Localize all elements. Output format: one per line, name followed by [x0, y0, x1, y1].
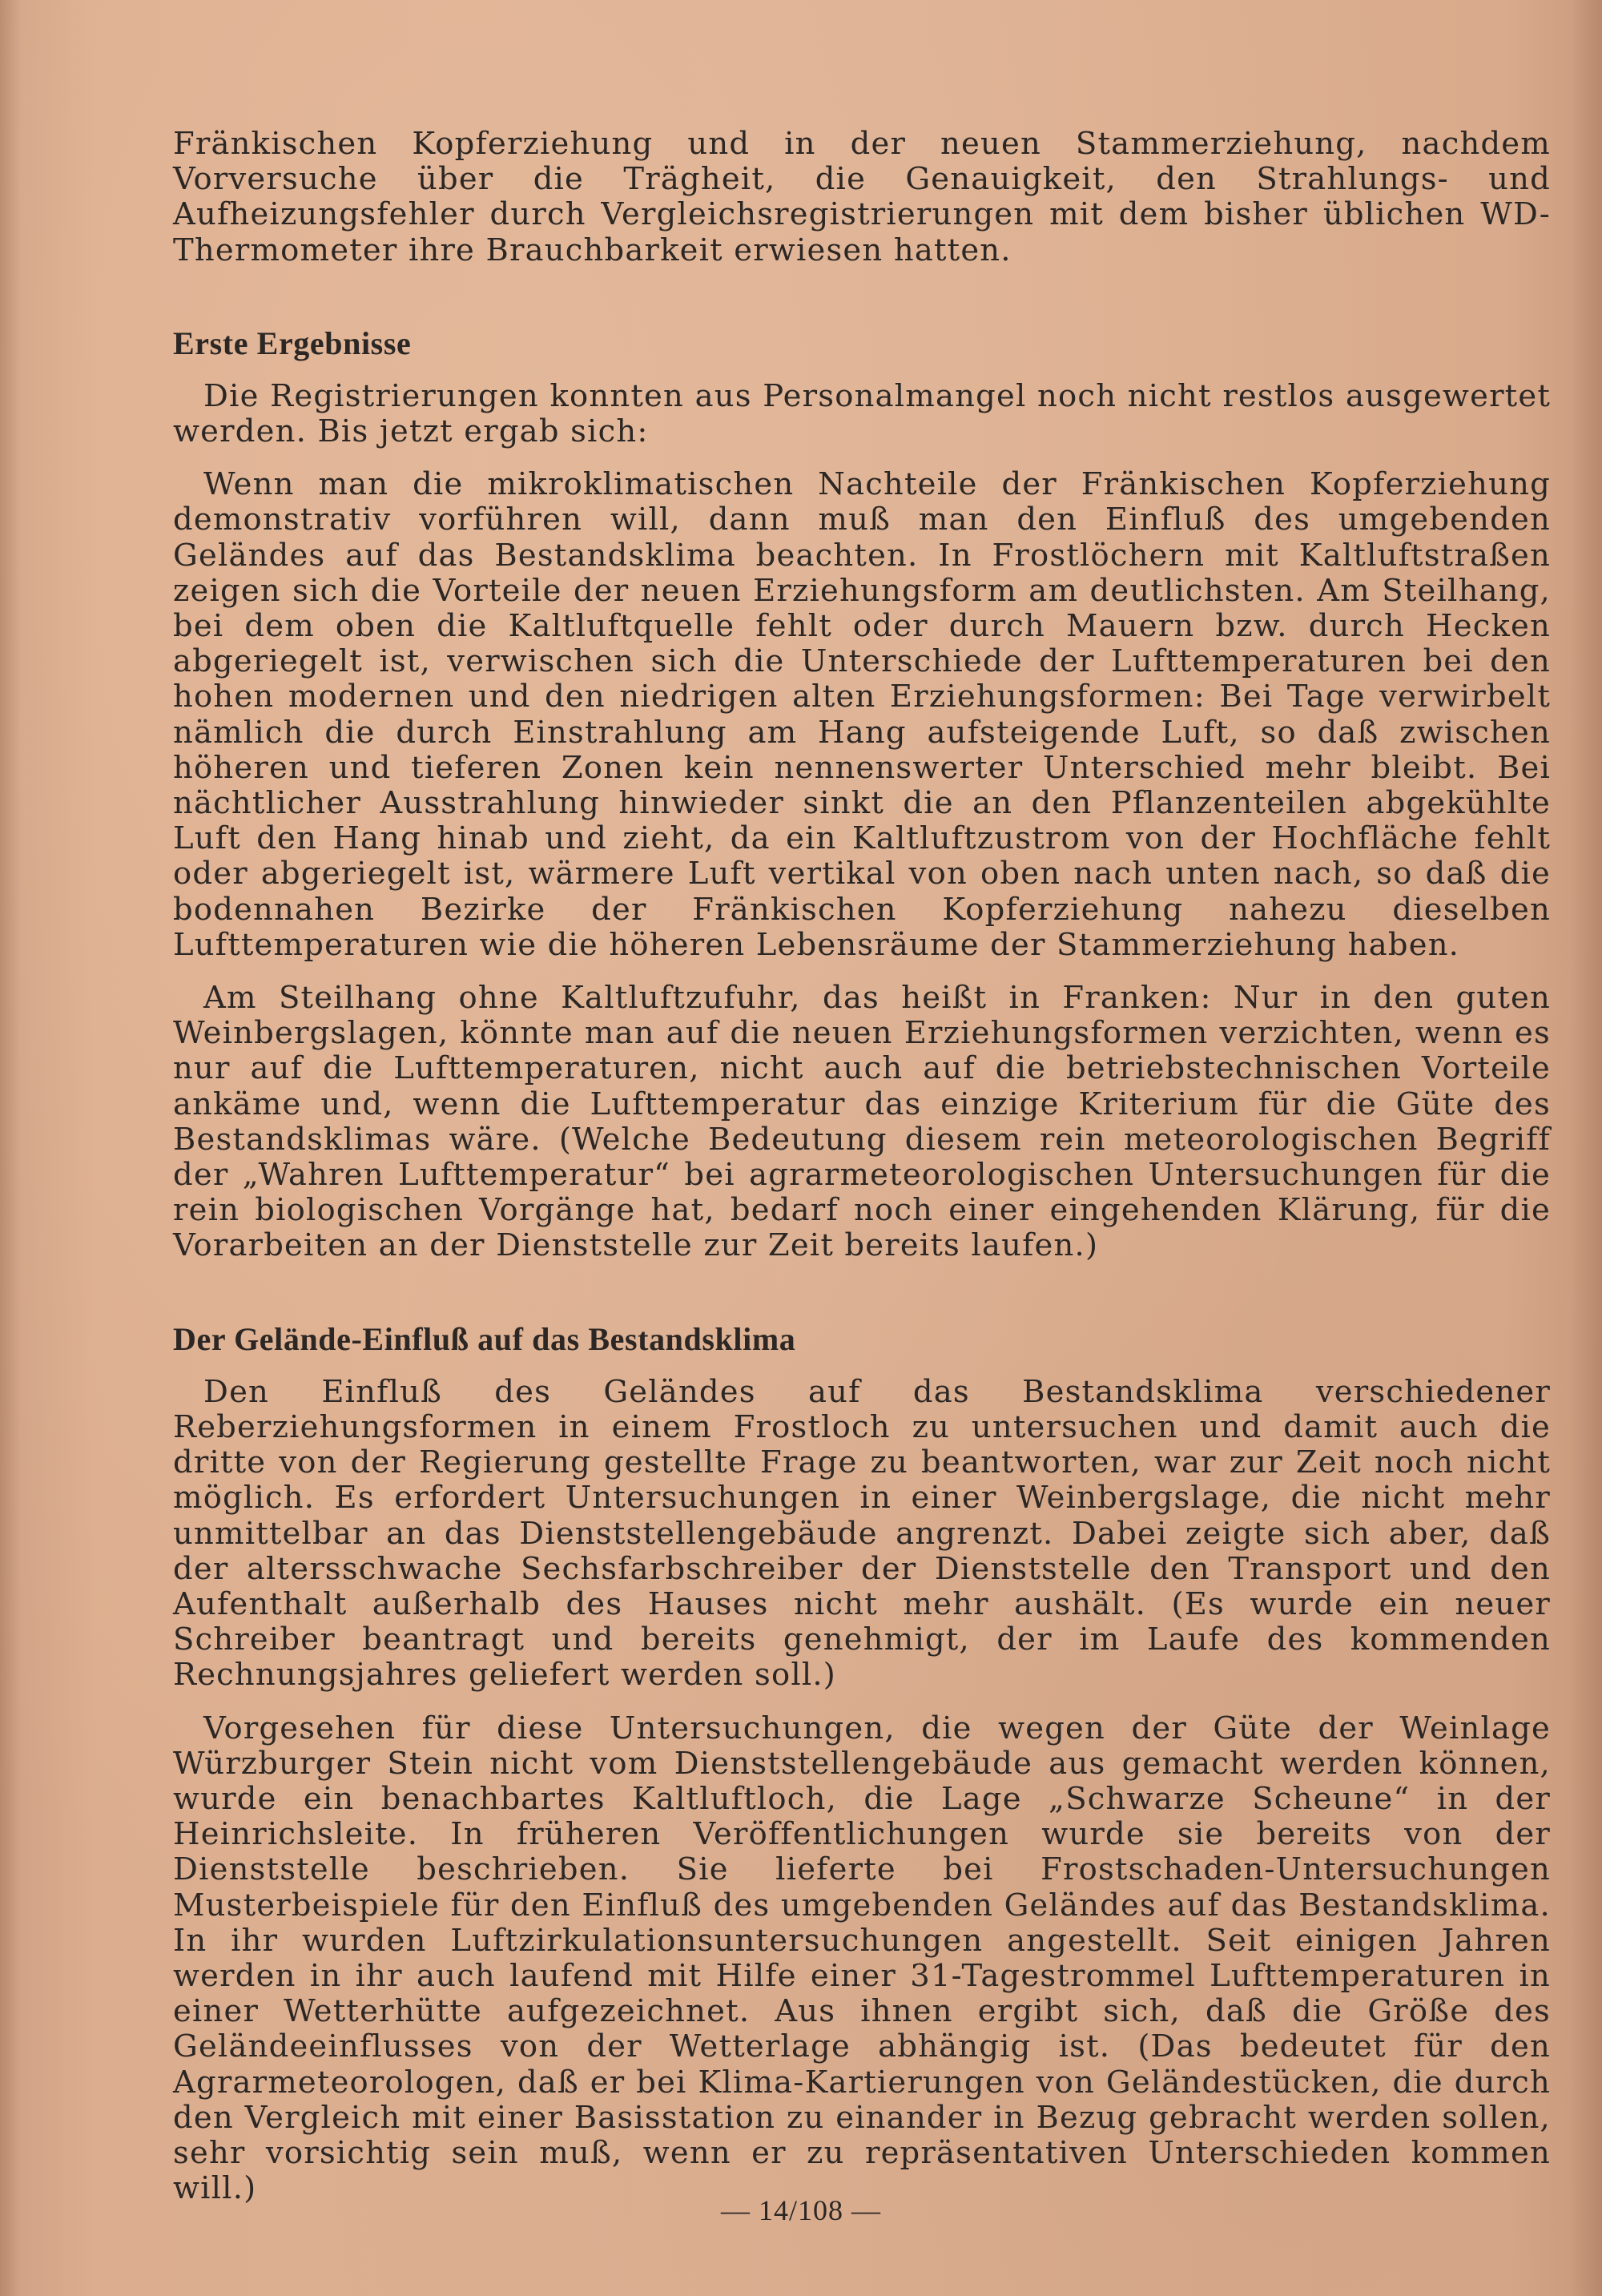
paragraph: Wenn man die mikroklimatischen Nachteile der Fränkischen Kopferziehung demonstrativ vorführen will, dann muß man den Einfluß des umgebenden Geländes auf das Bestandsklima beachten. In Frostlöchern mit Kaltluftstraßen zeigen sich die Vorteile der neuen Erziehungsform am deutlichsten. Am Steilhang, bei dem oben die Kaltluftquelle fehlt oder durch Mauern bzw. durch Hecken abgeriegelt ist, verwischen sich die Unterschiede der Lufttemperaturen bei den hohen modernen und den niedrigen alten Erziehungsformen: Bei Tage verwirbelt nämlich die durch Einstrahlung am Hang aufsteigende Luft, so daß zwischen höheren und tieferen Zonen kein nennenswerter Unterschied mehr bleibt. Bei nächtlicher Ausstrahlung hinwieder sinkt die an den Pflanzenteilen abgekühlte Luft den Hang hinab und zieht, da ein Kaltluftzustrom von der Hochfläche fehlt oder abgeriegelt ist, wärmere Luft vertikal von oben nach unten nach, so daß die bodennahen Bezirke der Fränkischen Kopferziehung nahezu dieselben Lufttemperaturen wie die höheren Lebensräume der Stammerziehung haben.	[173, 466, 1551, 963]
paragraph: Vorgesehen für diese Untersuchungen, die wegen der Güte der Weinlage Würzburger Stein nicht vom Dienststellengebäude aus gemacht werden können, wurde ein benachbartes Kaltluftloch, die Lage „Schwarze Scheune“ in der Heinrichsleite. In früheren Veröffentlichungen wurde sie bereits von der Dienststelle beschrieben. Sie lieferte bei Frostschaden-Untersuchungen Musterbeispiele für den Einfluß des umgebenden Geländes auf das Bestandsklima. In ihr wurden Luftzirkulationsuntersuchungen angestellt. Seit einigen Jahren werden in ihr auch laufend mit Hilfe einer 31-Tagestrommel Lufttemperaturen in einer Wetterhütte aufgezeichnet. Aus ihnen ergibt sich, daß die Größe des Geländeeinflusses von der Wetterlage abhängig ist. (Das bedeutet für den Agrarmeteorologen, daß er bei Klima-Kartierungen von Geländestücken, die durch den Vergleich mit einer Basisstation zu einander in Bezug gebracht werden sollen, sehr vorsichtig sein muß, wenn er zu repräsentativen Unterschieden kommen will.)	[173, 1710, 1551, 2207]
page-right-edge-shadow	[1570, 0, 1602, 2296]
page-number: — 14/108 —	[720, 2194, 881, 2226]
section-heading-erste-ergebnisse: Erste Ergebnisse	[173, 324, 412, 361]
intro-paragraph: Fränkischen Kopferziehung und in der neuen Stammerziehung, nachdem Vorversuche über die Trägheit, die Genauigkeit, den Strahlungs- und Aufheizungsfehler durch Vergleichsregistrierungen mit dem bisher üblichen WD-Thermometer ihre Brauchbarkeit erwiesen hatten.	[173, 126, 1551, 268]
text-column	[173, 127, 1551, 2206]
paragraph: Die Registrierungen konnten aus Personalmangel noch nicht restlos ausgewertet werden. Bis jetzt ergab sich:	[173, 377, 1551, 450]
section-heading-gelaende-einfluss: Der Gelände-Einfluß auf das Bestandsklima	[173, 1320, 796, 1357]
page-left-edge-shadow	[0, 0, 21, 2296]
paragraph: Am Steilhang ohne Kaltluftzufuhr, das heißt in Franken: Nur in den guten Weinbergslagen, könnte man auf die neuen Erziehungsformen verzichten, wenn es nur auf die Lufttemperaturen, nicht auch auf die betriebstechnischen Vorteile ankäme und, wenn die Lufttemperatur das einzige Kriterium für die Güte des Bestandsklimas wäre. (Welche Bedeutung diesem rein meteorologischen Begriff der „Wahren Lufttemperatur“ bei agrarmeteorologischen Untersuchungen für die rein biologischen Vorgänge hat, bedarf noch einer eingehenden Klärung, für die Vorarbeiten an der Dienststelle zur Zeit bereits laufen.)	[173, 980, 1551, 1264]
paragraph: Den Einfluß des Geländes auf das Bestandsklima verschiedener Reberziehungsformen in einem Frostloch zu untersuchen und damit auch die dritte von der Regierung gestellte Frage zu beantworten, war zur Zeit noch nicht möglich. Es erfordert Untersuchungen in einer Weinbergslage, die nicht mehr unmittelbar an das Dienststellengebäude angrenzt. Dabei zeigte sich aber, daß der altersschwache Sechsfarbschreiber der Dienststelle den Transport und den Aufenthalt außerhalb des Hauses nicht mehr aushält. (Es wurde ein neuer Schreiber beantragt und bereits genehmigt, der im Laufe des kommenden Rechnungsjahres geliefert werden soll.)	[173, 1373, 1551, 1694]
